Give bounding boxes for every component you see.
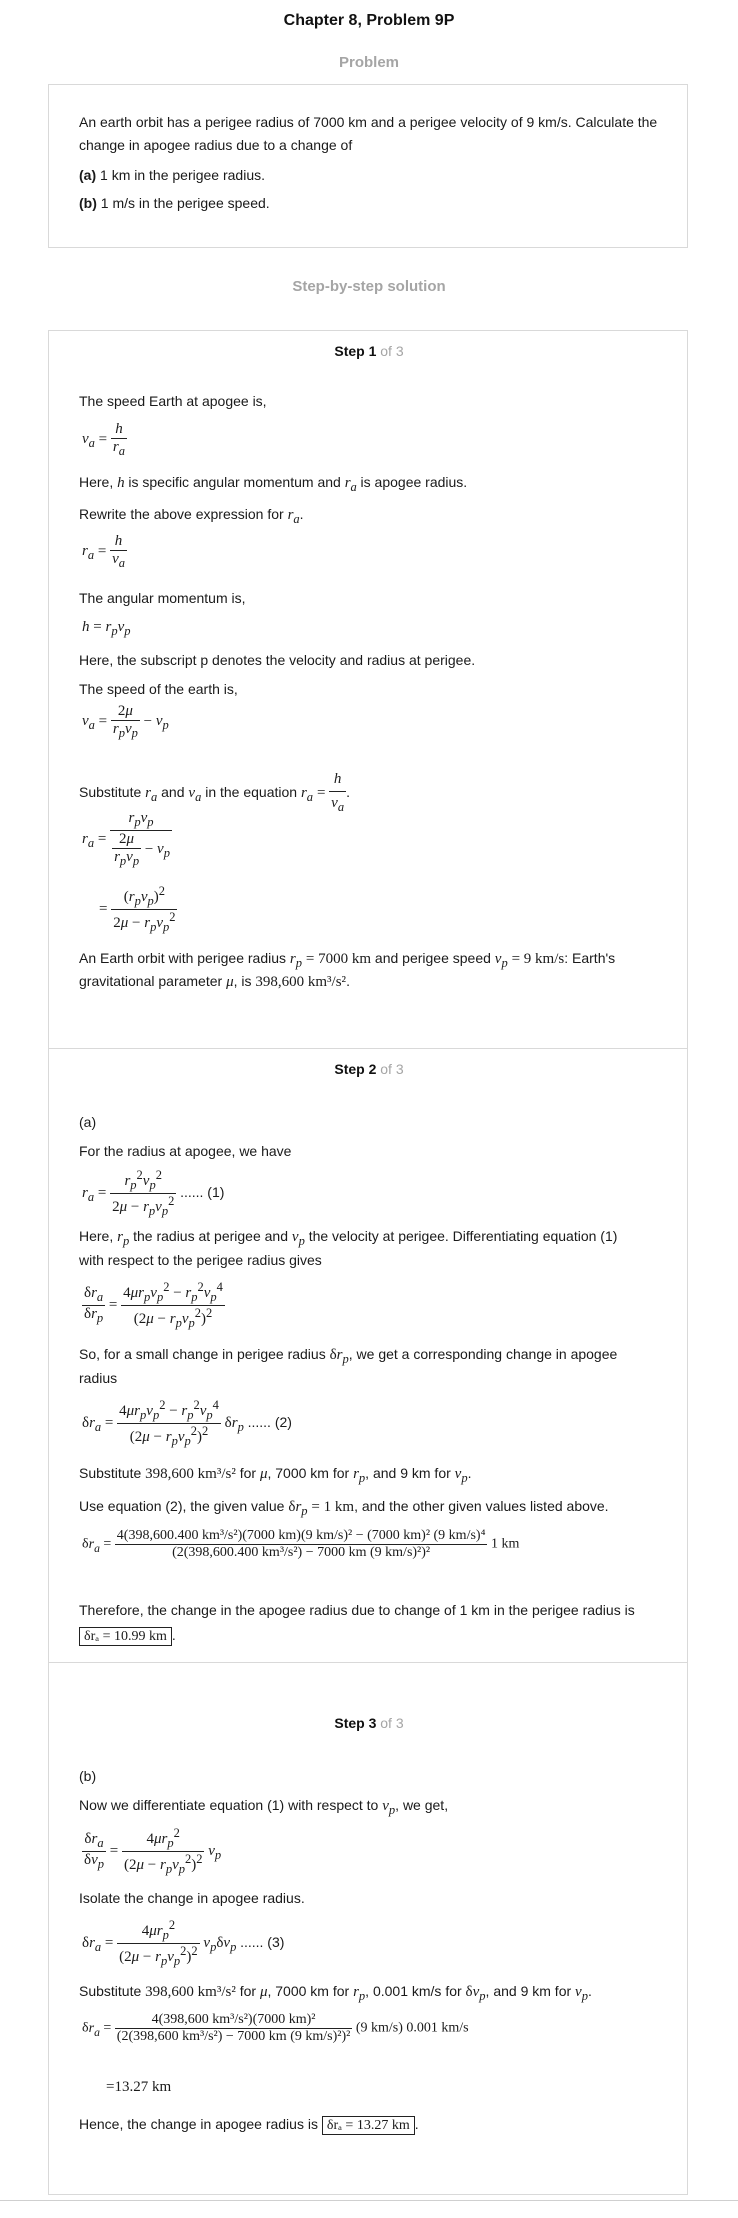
- step1-text: Here, the subscript p denotes the velocity and radius at perigee.: [79, 652, 476, 668]
- step1-text: An Earth orbit with perigee radius $r_p = 7000$ km and perigee speed $v_p = 9$ km/s: Earth's: [79, 950, 616, 970]
- step-divider: [48, 1048, 688, 1049]
- page-title: Chapter 8, Problem 9P: [283, 12, 455, 29]
- step-3-title: Step 3 of 3: [334, 1715, 404, 1731]
- equation-derivative-vp: $\frac{\delta r_a}{\delta v_p}$ = $\frac{4\mu r_p^2}{(2\mu - r_pv_p^2)^2}$ $v_p$: [84, 1826, 222, 1876]
- step1-text: The speed of the earth is,: [79, 681, 238, 697]
- step1-text: gravitational parameter μ, is 398,600 km³/s².: [79, 973, 350, 990]
- problem-part-b: [79, 192, 669, 215]
- equation-va-expanded: $v_a$ = $\frac{2\mu}{r_pv_p}$ − $v_p$: [82, 703, 169, 740]
- equation-va: $v_a$ = $\frac{h}{r_a}$: [82, 421, 125, 458]
- page-bottom-divider: [0, 2200, 738, 2201]
- step-1-title: Step 1 of 3: [334, 343, 404, 359]
- step2-text: Use equation (2), the given value $\delta r_p = 1$ km, and the other given values listed above.: [79, 1498, 609, 1518]
- step2-text: with respect to the perigee radius gives: [79, 1252, 322, 1268]
- part-label: (a): [79, 1114, 97, 1130]
- step2-text: radius: [79, 1370, 118, 1386]
- step-label: Step 1: [334, 343, 377, 359]
- equation-derivative-rp: $\frac{\delta r_a}{\delta r_p}$ = $\frac{4\mu r_pv_p^2 - r_p^2v_p^4}{(2\mu - r_pv_p^2)^2}$: [84, 1280, 223, 1330]
- problem-heading: Problem: [338, 54, 399, 71]
- step1-text: The angular momentum is,: [79, 590, 246, 606]
- step3-text: Substitute 398,600 km³/s² for μ, 7000 km for $r_p$, 0.001 km/s for $\delta v_p$, and 9 km for $v_p$.: [79, 1983, 592, 2003]
- step2-text: Here, $r_p$ the radius at perigee and $v_p$ the velocity at perigee. Differentiating equation (1): [79, 1228, 618, 1248]
- step3-text: Isolate the change in apogee radius.: [79, 1890, 305, 1906]
- equation-1: $r_a$ = $\frac{r_p^2v_p^2}{2\mu - r_pv_p^2}$ ...... (1): [82, 1168, 225, 1218]
- part-b-text: 1 m/s in the perigee speed.: [96, 195, 270, 211]
- answer-box-a: δrₐ = 10.99 km: [79, 1627, 172, 1646]
- step-divider: [48, 1662, 688, 1663]
- answer-box-b: δrₐ = 13.27 km: [322, 2116, 415, 2135]
- step1-text: Rewrite the above expression for $r_a$.: [79, 506, 304, 526]
- equation-ra: $r_a$ = $\frac{h}{v_a}$: [82, 533, 125, 570]
- part-a-text: 1 km in the perigee radius.: [96, 167, 265, 183]
- step3-answer-line: Hence, the change in apogee radius is δrₐ = 13.27 km .: [79, 2116, 419, 2133]
- problem-part-a: [79, 164, 669, 187]
- step-label: Step 3: [334, 1715, 377, 1731]
- equation-step3-numeric: $\delta r_a$ = $\frac{\text{4(398,600 km³/s²)(7000 km)²}}{\text{(2(398,600 km³/s²) − 7000 km (9 km/s)²)²}}$ (9 km/s) 0.001 km/s: [82, 2012, 469, 2044]
- step2-text: Therefore, the change in the apogee radius due to change of 1 km in the perigee radius is: [79, 1602, 635, 1618]
- part-a-label: (a): [79, 167, 97, 183]
- step-2-title: Step 2 of 3: [334, 1061, 404, 1077]
- equation-h: $h = r_pv_p$: [82, 619, 131, 638]
- equation-step2-numeric: $\delta r_a$ = 4(398,600.400 km³/s²)(7000 km)(9 km/s)² − (7000 km)² (9 km/s)⁴ (2(398,600.400 km³/s²) − 7000 km (9 km/s)²)² 1 km: [82, 1528, 520, 1560]
- equation-2: $\delta r_a$ = $\frac{4\mu r_pv_p^2 - r_p^2v_p^4}{(2\mu - r_pv_p^2)^2}$ $\delta r_p$ ...... (2): [82, 1398, 292, 1448]
- step1-text: The speed Earth at apogee is,: [79, 393, 267, 409]
- part-label: (b): [79, 1768, 97, 1784]
- step1-text: Here, h is specific angular momentum and $r_a$ is apogee radius.: [79, 474, 468, 494]
- step2-answer-line: δrₐ = 10.99 km .: [79, 1624, 669, 1648]
- equation-step3-result: =13.27 km: [106, 2079, 172, 2095]
- part-b-label: (b): [79, 195, 97, 211]
- equation-ra-substituted: $r_a$ = $r_pv_p$ $\frac{2\mu}{r_pv_p}$ − $v_p$: [82, 810, 170, 868]
- step2-text: Substitute 398,600 km³/s² for μ, 7000 km for $r_p$, and 9 km for $v_p$.: [79, 1465, 472, 1485]
- step2-text: For the radius at apogee, we have: [79, 1143, 292, 1159]
- problem-text: An earth orbit has a perigee radius of 7000 km and a perigee velocity of 9 km/s. Calculate the change in apogee radius due to a change of: [79, 114, 658, 153]
- step3-text: Now we differentiate equation (1) with respect to $v_p$, we get,: [79, 1797, 449, 1817]
- solution-heading: Step-by-step solution: [292, 278, 446, 295]
- step1-text: Substitute $r_a$ and $v_a$ in the equation $r_a$ = $\frac{h}{v_a}$ .: [79, 768, 669, 819]
- equation-ra-simplified: = $\frac{(r_pv_p)^2}{2\mu - r_pv_p^2}$: [99, 884, 176, 934]
- equation-3: $\delta r_a$ = $\frac{4\mu r_p^2}{(2\mu - r_pv_p^2)^2}$ $v_p\delta v_p$ ...... (3): [82, 1918, 285, 1968]
- step2-text: So, for a small change in perigee radius $\delta r_p$, we get a corresponding change in apogee: [79, 1346, 618, 1366]
- step-label: Step 2: [334, 1061, 377, 1077]
